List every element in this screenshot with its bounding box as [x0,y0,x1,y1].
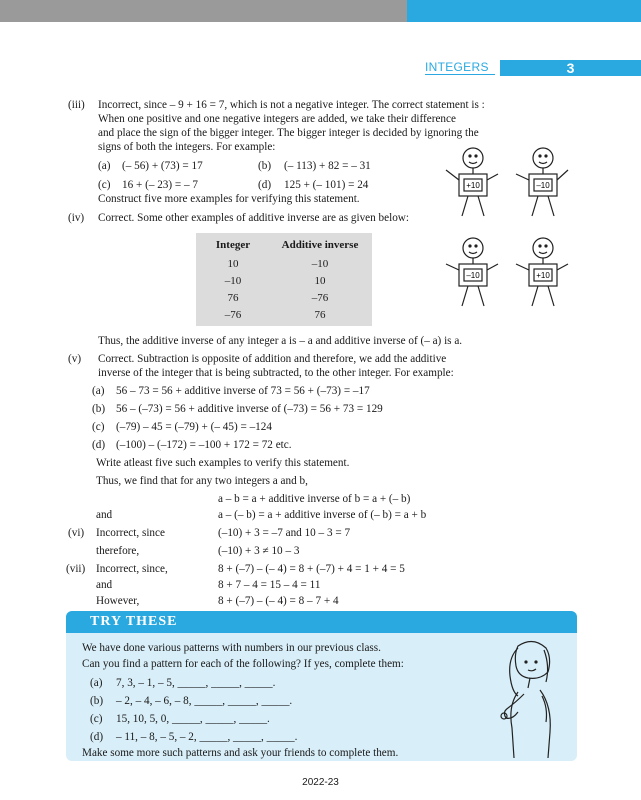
example-text: 16 + (– 23) = – 7 [122,179,199,191]
pattern-text: – 11, – 8, – 5, – 2, _____, _____, _____. [116,731,298,743]
try-these-line-1: We have done various patterns with numbers in our previous class. [82,642,381,654]
item-iii-line-4: signs of both the integers. For example: [98,141,276,153]
pattern-text: 7, 3, – 1, – 5, _____, _____, _____. [116,677,276,689]
table-cell: 10 [227,258,239,270]
item-v-equation-1: a – b = a + additive inverse of b = a + (– b) [218,493,411,505]
item-label-vii: (vii) [66,563,86,575]
table-header-inverse: Additive inverse [281,239,359,251]
example-label: (b) [92,403,106,415]
try-these-title: TRY THESE [90,614,178,629]
item-vi-col1: therefore, [96,545,140,557]
header-bar-grey [0,0,407,22]
example-text: 56 – (–73) = 56 + additive inverse of (–73) = 56 + 73 = 129 [116,403,383,415]
item-v-line-2: inverse of the integer that is being subtracted, to the other integer. For example: [98,367,454,379]
item-iii-line-1: Incorrect, since – 9 + 16 = 7, which is not a negative integer. The correct statement is : [98,99,485,111]
try-these-closing: Make some more such patterns and ask your friends to complete them. [82,747,399,759]
example-text: 56 – 73 = 56 + additive inverse of 73 = 56 + (–73) = –17 [116,385,370,397]
table-cell: 10 [314,275,326,287]
footer-year: 2022-23 [302,777,339,788]
table-cell: 76 [227,292,239,304]
pattern-label: (b) [90,695,104,707]
item-iii-line-2: When one positive and one negative integers are added, we take their difference [98,113,456,125]
pattern-label: (a) [90,677,103,689]
item-vii-col1: However, [96,595,140,607]
example-label: (c) [92,421,105,433]
example-label: (a) [92,385,105,397]
item-iii-line-3: and place the sign of the bigger integer. The bigger integer is decided by ignoring the [98,127,479,139]
table-cell: 76 [314,309,326,321]
item-vi-col2: (–10) + 3 ≠ 10 – 3 [218,545,300,557]
pattern-text: 15, 10, 5, 0, _____, _____, _____. [116,713,270,725]
card-label: +10 [536,271,550,280]
pattern-text: – 2, – 4, – 6, – 8, _____, _____, _____. [116,695,293,707]
example-text: (– 56) + (73) = 17 [122,160,203,172]
table-header-integer: Integer [215,239,251,251]
item-iii-tail: Construct five more examples for verifying this statement. [98,193,360,205]
item-label-vi: (vi) [68,527,85,539]
item-vii-col1: and [96,579,113,591]
table-cell: –76 [224,309,242,321]
item-vii-col2: 8 + (–7) – (– 4) = 8 + (–7) + 4 = 1 + 4 = 5 [218,563,405,575]
chapter-title: INTEGERS [425,60,489,74]
chapter-number: 3 [500,60,641,76]
example-label: (a) [98,160,111,172]
item-iv-text: Correct. Some other examples of additive inverse are as given below: [98,212,409,224]
item-vii-col2: 8 + 7 – 4 = 15 – 4 = 11 [218,579,321,591]
example-text: (– 113) + 82 = – 31 [284,160,371,172]
example-text: (–79) – 45 = (–79) + (– 45) = –124 [116,421,272,433]
item-label-iii: (iii) [68,99,85,111]
table-cell: –76 [311,292,329,304]
header-bar-blue [407,0,641,22]
pattern-label: (c) [90,713,103,725]
item-label-v: (v) [68,353,82,365]
item-v-write: Write atleast five such examples to verify this statement. [96,457,350,469]
item-v-thus: Thus, we find that for any two integers a and b, [96,475,308,487]
item-label-iv: (iv) [68,212,85,224]
item-vii-col1: Incorrect, since, [96,563,168,575]
girl-thinking-illustration [488,636,574,760]
item-v-and: and [96,509,113,521]
pattern-label: (d) [90,731,104,743]
card-label: –10 [536,181,550,190]
item-vi-col1: Incorrect, since [96,527,165,539]
card-label: +10 [466,181,480,190]
chapter-title-underline [425,74,495,75]
example-text: 125 + (– 101) = 24 [284,179,369,191]
example-label: (c) [98,179,111,191]
item-iv-tail: Thus, the additive inverse of any integer a is – a and additive inverse of (– a) is a. [98,335,463,347]
card-label: –10 [466,271,480,280]
item-vi-col2: (–10) + 3 = –7 and 10 – 3 = 7 [218,527,351,539]
example-label: (b) [258,160,272,172]
try-these-line-2: Can you find a pattern for each of the following? If yes, complete them: [82,658,404,670]
table-cell: –10 [224,275,242,287]
example-label: (d) [258,179,272,191]
item-v-equation-2: a – (– b) = a + additive inverse of (– b) = a + b [218,509,427,521]
item-vii-col2: 8 + (–7) – (– 4) = 8 – 7 + 4 [218,595,339,607]
example-text: (–100) – (–172) = –100 + 172 = 72 etc. [116,439,292,451]
example-label: (d) [92,439,106,451]
item-v-line-1: Correct. Subtraction is opposite of addition and therefore, we add the additive [98,353,447,365]
stick-figures-illustration [438,140,573,320]
table-cell: –10 [311,258,329,270]
